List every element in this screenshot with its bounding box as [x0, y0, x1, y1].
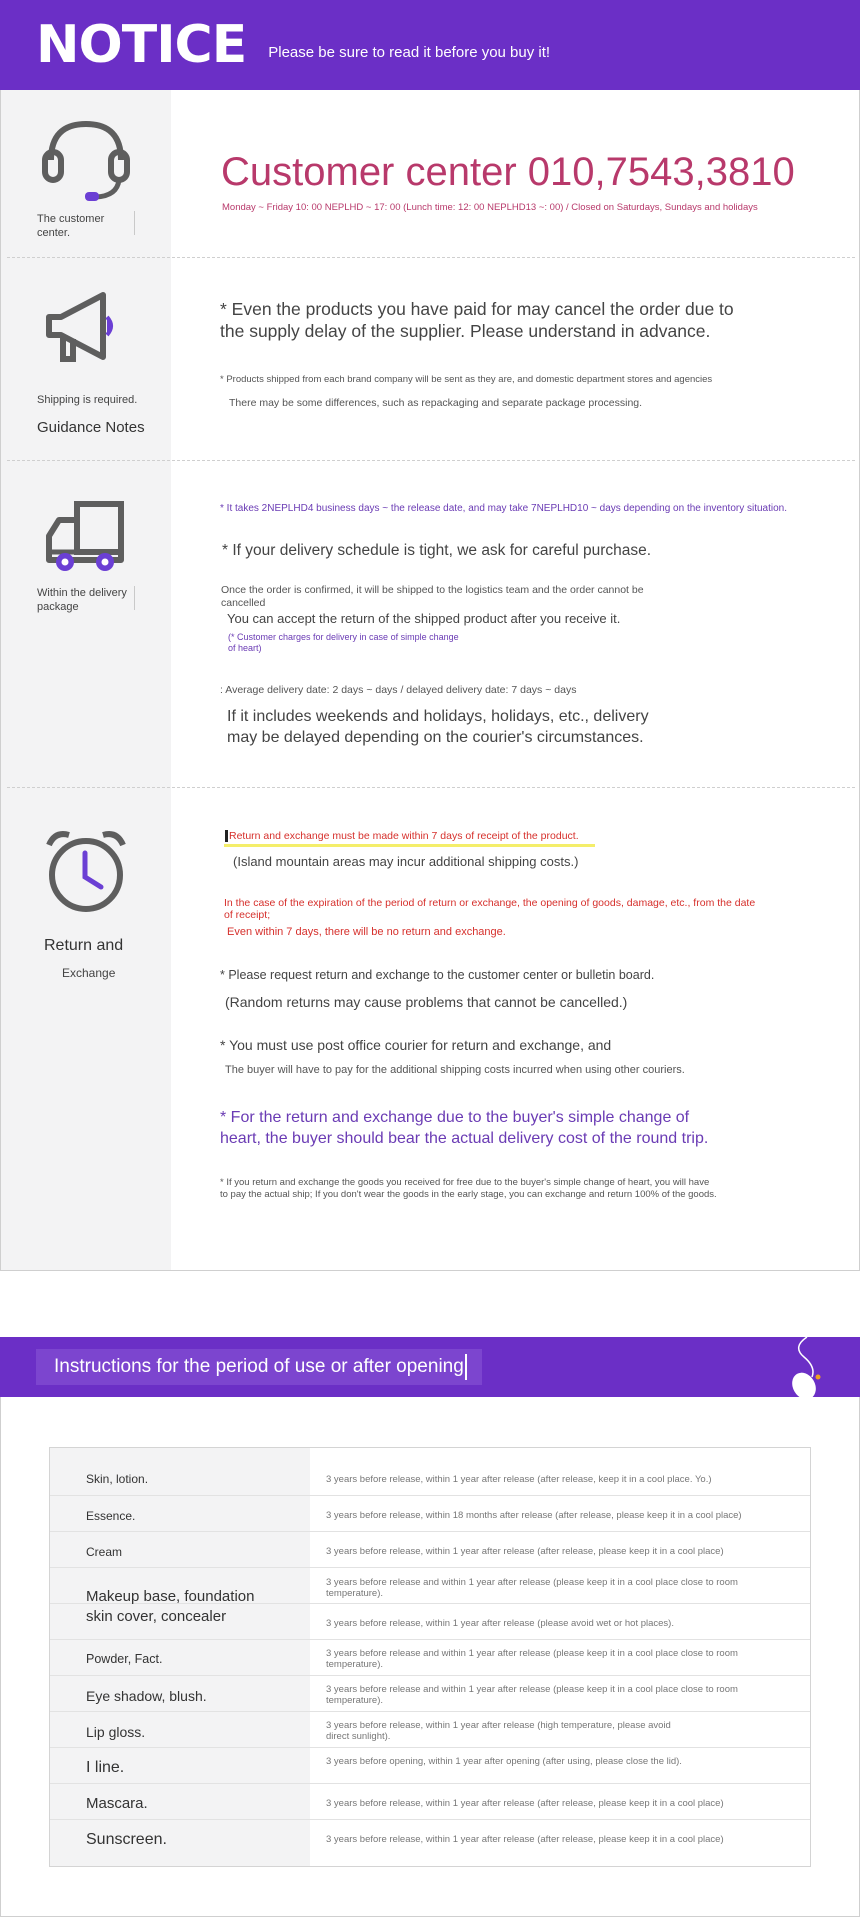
table-row	[50, 1532, 810, 1568]
row-value: 3 years before release, within 18 months after release (after release, please keep it in a cool place)	[326, 1510, 742, 1521]
row-category: Mascara.	[86, 1795, 148, 1812]
customer-center-section	[1, 90, 860, 257]
row-value: 3 years before release, within 1 year after release (after release, please keep it in a cool place)	[326, 1546, 724, 1557]
guidance-section	[1, 257, 860, 460]
returns-simple-change-1: * For the return and exchange due to the buyer's simple change of	[220, 1109, 690, 1126]
headset-icon	[41, 112, 131, 202]
returns-section	[1, 787, 860, 1271]
table-row	[50, 1676, 810, 1712]
row-category: Skin, lotion.	[86, 1472, 149, 1486]
row-category: Essence.	[86, 1509, 136, 1523]
returns-island: (Island mountain areas may incur additional shipping costs.)	[233, 854, 579, 869]
notice-body	[0, 90, 860, 1271]
guidance-side-label-small: Shipping is required.	[37, 394, 138, 406]
side-label-bar	[134, 211, 135, 235]
megaphone-icon	[41, 287, 131, 377]
customer-center-side-label: The customer center.	[37, 213, 105, 239]
returns-expiry-2: of receipt;	[224, 909, 271, 921]
notice-header	[0, 0, 860, 90]
returns-expiry-1: In the case of the expiration of the period of return or exchange, the opening of goods, damage, etc., from the date	[224, 897, 756, 909]
row-category: Lip gloss.	[86, 1724, 146, 1740]
delivery-charges-2: of heart)	[228, 643, 262, 653]
delivery-weekend-2: may be delayed depending on the courier's circumstances.	[227, 729, 644, 746]
row-value: 3 years before opening, within 1 year after opening (after using, please close the lid).	[326, 1756, 682, 1767]
row-category: Makeup base, foundation	[86, 1588, 255, 1605]
row-value: 3 years before release and within 1 year after release (please keep it in a cool place close to room temperature).	[326, 1577, 738, 1599]
row-value: 3 years before release and within 1 year after release (please keep it in a cool place close to room temperature).	[326, 1648, 738, 1670]
mouse-icon	[782, 1337, 832, 1399]
row-value: 3 years before release, within 1 year after release (after release, please keep it in a cool place)	[326, 1798, 724, 1809]
row-category: skin cover, concealer	[86, 1608, 227, 1625]
table-row	[50, 1496, 810, 1532]
returns-random: (Random returns may cause problems that cannot be cancelled.)	[225, 994, 628, 1010]
side-label-bar	[134, 586, 135, 610]
table-row	[50, 1568, 810, 1604]
row-category: Powder, Fact.	[86, 1652, 163, 1666]
usage-period-table	[49, 1447, 811, 1867]
instructions-title: Instructions for the period of use or after opening	[36, 1349, 482, 1385]
row-category: Cream	[86, 1545, 123, 1559]
row-category: Sunscreen.	[86, 1831, 167, 1848]
guidance-note-1: * Products shipped from each brand company will be sent as they are, and domestic department stores and agencies	[220, 374, 713, 385]
table-row	[50, 1712, 810, 1748]
delivery-confirmed-2: cancelled	[221, 597, 266, 609]
customer-center-title: Customer center 010,7543,3810	[221, 150, 795, 194]
row-value: 3 years before release, within 1 year after release (please avoid wet or hot places).	[326, 1618, 674, 1629]
notice-title: NOTICE	[36, 15, 247, 75]
guidance-note-2: There may be some differences, such as repackaging and separate package processing.	[229, 397, 643, 409]
customer-center-hours: Monday ~ Friday 10: 00 NEPLHD ~ 17: 00 (Lunch time: 12: 00 NEPLHD13 ~: 00) / Closed on Saturdays, Sundays and holidays	[222, 202, 758, 213]
returns-expiry-3: Even within 7 days, there will be no return and exchange.	[227, 926, 506, 938]
row-value: 3 years before release, within 1 year after release (after release, keep it in a cool place. Yo.)	[326, 1474, 712, 1485]
delivery-charges-1: (* Customer charges for delivery in case of simple change	[228, 632, 459, 642]
returns-post-office: * You must use post office courier for return and exchange, and	[220, 1037, 612, 1053]
table-row	[50, 1748, 810, 1784]
instructions-header	[0, 1337, 860, 1397]
alarm-clock-icon	[41, 827, 131, 917]
table-row	[50, 1784, 810, 1820]
returns-free-2: to pay the actual ship; If you don't wear the goods in the early stage, you can exchange and return 100% of the goods.	[220, 1189, 717, 1200]
returns-free-1: * If you return and exchange the goods you received for free due to the buyer's simple change of heart, you will have	[220, 1177, 710, 1188]
row-value: 3 years before release, within 1 year after release (after release, please keep it in a cool place)	[326, 1834, 724, 1845]
delivery-tight: * If your delivery schedule is tight, we ask for careful purchase.	[222, 542, 652, 559]
highlight-underline	[224, 844, 595, 847]
guidance-side-label-big: Guidance Notes	[37, 419, 145, 436]
delivery-average: : Average delivery date: 2 days ~ days / delayed delivery date: 7 days ~ days	[220, 684, 577, 696]
guidance-line-2: the supply delay of the supplier. Please understand in advance.	[220, 321, 711, 341]
guidance-line-1: * Even the products you have paid for may cancel the order due to	[220, 299, 734, 319]
table-row	[50, 1448, 810, 1496]
delivery-accept-return: You can accept the return of the shipped product after you receive it.	[227, 611, 621, 626]
row-category: Eye shadow, blush.	[86, 1688, 207, 1704]
returns-request: * Please request return and exchange to the customer center or bulletin board.	[220, 968, 655, 982]
table-row	[50, 1640, 810, 1676]
returns-within-7-days: Return and exchange must be made within 7 days of receipt of the product.	[225, 830, 579, 842]
returns-simple-change-2: heart, the buyer should bear the actual delivery cost of the round trip.	[220, 1130, 709, 1147]
returns-side-label-small: Exchange	[62, 966, 116, 980]
delivery-truck-icon	[41, 498, 131, 588]
delivery-confirmed-1: Once the order is confirmed, it will be shipped to the logistics team and the order cannot be	[221, 584, 644, 596]
delivery-section	[1, 460, 860, 787]
row-value: 3 years before release, within 1 year after release (high temperature, please avoid direct sunlight).	[326, 1720, 671, 1742]
returns-side-label-big: Return and	[44, 937, 124, 954]
row-category: I line.	[86, 1759, 125, 1776]
delivery-business-days: * It takes 2NEPLHD4 business days ~ the release date, and may take 7NEPLHD10 ~ days depending on the inventory situation.	[220, 503, 788, 514]
notice-subtitle: Please be sure to read it before you buy it!	[268, 43, 551, 61]
title-bar	[465, 1354, 467, 1380]
delivery-weekend-1: If it includes weekends and holidays, holidays, etc., delivery	[227, 708, 649, 725]
delivery-side-label: Within the delivery package	[37, 587, 127, 613]
row-value: 3 years before release and within 1 year after release (please keep it in a cool place close to room temperature).	[326, 1684, 738, 1706]
table-row	[50, 1820, 810, 1866]
returns-buyer-pay: The buyer will have to pay for the additional shipping costs incurred when using other couriers.	[225, 1064, 685, 1076]
table-row	[50, 1604, 810, 1640]
